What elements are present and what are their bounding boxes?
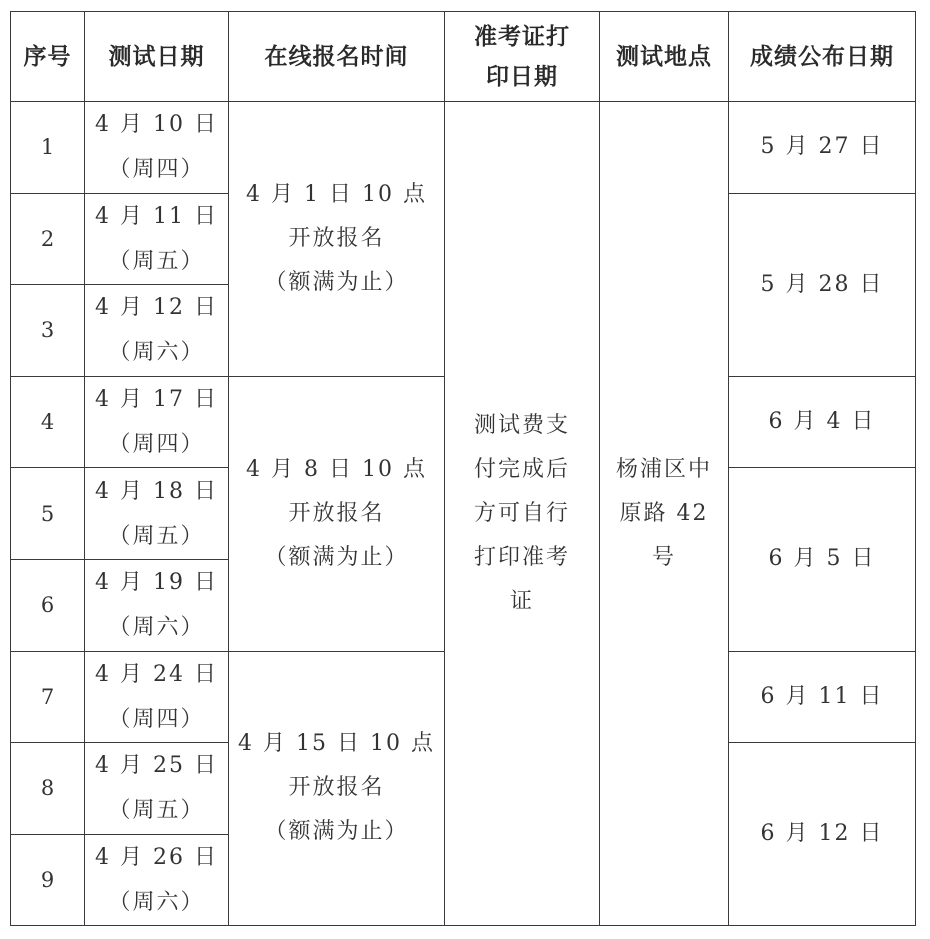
seq-cell: 1 xyxy=(11,102,85,194)
result-date-cell: 6 月 12 日 xyxy=(729,743,916,926)
seq-cell: 2 xyxy=(11,193,85,285)
result-date-cell: 6 月 5 日 xyxy=(729,468,916,651)
result-date-cell: 6 月 11 日 xyxy=(729,651,916,743)
seq-cell: 4 xyxy=(11,376,85,468)
registration-cell: 4 月 1 日 10 点 开放报名 （额满为止） xyxy=(229,102,445,377)
header-test-date: 测试日期 xyxy=(85,12,229,102)
admit-ticket-cell: 测试费支 付完成后 方可自行 打印准考 证 xyxy=(445,102,600,926)
test-date-cell: 4 月 24 日 （周四） xyxy=(85,651,229,743)
seq-cell: 9 xyxy=(11,834,85,926)
result-date-cell: 6 月 4 日 xyxy=(729,376,916,468)
test-date-cell: 4 月 18 日 （周五） xyxy=(85,468,229,560)
test-date-cell: 4 月 10 日 （周四） xyxy=(85,102,229,194)
seq-cell: 3 xyxy=(11,285,85,377)
schedule-table xyxy=(10,11,916,926)
result-date-cell: 5 月 27 日 xyxy=(729,102,916,194)
seq-cell: 7 xyxy=(11,651,85,743)
test-date-cell: 4 月 17 日 （周四） xyxy=(85,376,229,468)
header-test-location: 测试地点 xyxy=(600,12,729,102)
seq-cell: 6 xyxy=(11,559,85,651)
location-cell: 杨浦区中 原路 42 号 xyxy=(600,102,729,926)
test-date-cell: 4 月 11 日 （周五） xyxy=(85,193,229,285)
header-admit-ticket-date: 准考证打印日期 xyxy=(445,12,600,102)
registration-cell: 4 月 15 日 10 点 开放报名 （额满为止） xyxy=(229,651,445,926)
table-row xyxy=(11,102,916,194)
seq-cell: 5 xyxy=(11,468,85,560)
table-header-row xyxy=(11,12,916,102)
header-registration-time: 在线报名时间 xyxy=(229,12,445,102)
header-result-date: 成绩公布日期 xyxy=(729,12,916,102)
seq-cell: 8 xyxy=(11,743,85,835)
test-date-cell: 4 月 25 日 （周五） xyxy=(85,743,229,835)
test-date-cell: 4 月 26 日 （周六） xyxy=(85,834,229,926)
registration-cell: 4 月 8 日 10 点 开放报名 （额满为止） xyxy=(229,376,445,651)
result-date-cell: 5 月 28 日 xyxy=(729,193,916,376)
test-date-cell: 4 月 12 日 （周六） xyxy=(85,285,229,377)
header-seq: 序号 xyxy=(11,12,85,102)
test-date-cell: 4 月 19 日 （周六） xyxy=(85,559,229,651)
